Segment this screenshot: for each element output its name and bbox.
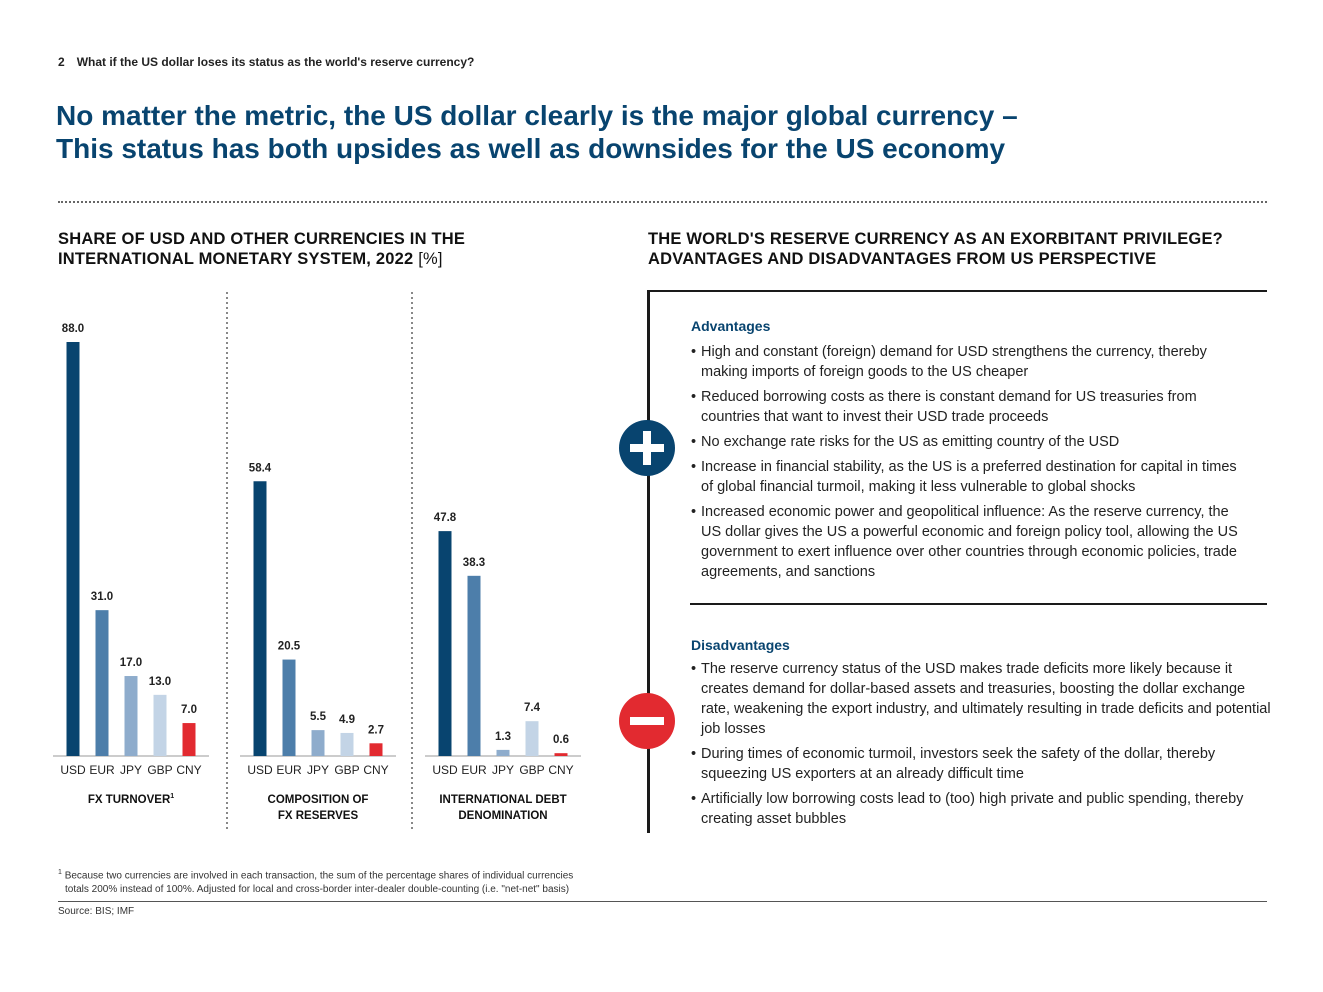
category-label: CNY (363, 763, 389, 777)
panel-middle-line (690, 603, 1267, 605)
disadvantage-item: • During times of economic turmoil, investors seek the safety of the dollar, thereby squeezing US exporters at an already difficult time (691, 744, 1271, 784)
data-label: 17.0 (119, 657, 143, 670)
advantage-item: • No exchange rate risks for the US as emitting country of the USD (691, 432, 1251, 452)
data-label: 1.3 (495, 730, 511, 743)
bar-gbp-2 (341, 733, 354, 756)
page-header (58, 55, 474, 69)
disadvantages-heading: Disadvantages (691, 637, 790, 653)
chart-title (58, 229, 465, 269)
data-label: 0.6 (553, 734, 569, 747)
group-label: DENOMINATION (458, 810, 548, 822)
document-title: What if the US dollar loses its status as the world's reserve currency? (76, 55, 475, 69)
advantage-item: • Reduced borrowing costs as there is constant demand for US treasuries from countries that want to invest their USD trade proceeds (691, 387, 1251, 427)
data-label: 31.0 (90, 591, 114, 604)
currency-share-chart (40, 280, 620, 840)
bar-jpy-3 (497, 750, 510, 756)
footnote-line-2: totals 200% instead of 100%. Adjusted for local and cross-border inter-dealer double-counting (i.e. "net-net" basis) (65, 884, 570, 896)
page-number: 2 (58, 55, 65, 69)
privilege-title-line-2: ADVANTAGES AND DISADVANTAGES FROM US PERSPECTIVE (648, 250, 1157, 268)
category-label: CNY (548, 763, 574, 777)
page-title-line-2: This status has both upsides as well as downsides for the US economy (56, 133, 1006, 164)
disadvantage-item: • The reserve currency status of the USD makes trade deficits more likely because it creates demand for dollar-based assets and treasuries, boosting the dollar exchange rate, weakening the export industry, and ultimately resulting in trade deficits and potential job losses (691, 659, 1271, 739)
data-label: 5.5 (310, 711, 326, 724)
bar-jpy-2 (312, 730, 325, 756)
category-label: EUR (276, 763, 302, 777)
advantages-list (691, 342, 1251, 587)
bar-cny-3 (555, 753, 568, 756)
advantages-heading: Advantages (691, 318, 771, 334)
chart-title-line-2: INTERNATIONAL MONETARY SYSTEM, 2022 (58, 250, 414, 268)
advantage-item: • Increased economic power and geopolitical influence: As the reserve currency, the US dollar gives the US a powerful economic and foreign policy tool, allowing the US government to exert influence over other countries through economic policies, trade agreements, and sanctions (691, 502, 1251, 582)
category-label: JPY (491, 763, 515, 777)
footnote (58, 866, 573, 897)
page-title (56, 99, 1056, 165)
source-divider (58, 901, 1267, 902)
bar-usd-2 (254, 481, 267, 756)
disadvantages-list (691, 659, 1271, 834)
data-label: 47.8 (433, 512, 457, 525)
category-label: JPY (306, 763, 330, 777)
data-label: 58.4 (248, 462, 272, 475)
privilege-title (648, 229, 1223, 269)
category-label: GBP (334, 763, 360, 777)
group-label: FX RESERVES (277, 810, 359, 822)
bar-cny-2 (370, 743, 383, 756)
source-note: Source: BIS; IMF (58, 906, 135, 917)
footnote-line-1: Because two currencies are involved in each transaction, the sum of the percentage shares of individual currencies (64, 870, 574, 882)
category-label: JPY (119, 763, 143, 777)
privilege-title-line-1: THE WORLD'S RESERVE CURRENCY AS AN EXORBITANT PRIVILEGE? (648, 230, 1223, 248)
group-label-footnote-marker: 1 (170, 793, 175, 800)
data-label: 4.9 (339, 713, 355, 726)
data-label: 7.0 (181, 704, 197, 717)
title-divider (58, 201, 1267, 203)
category-label: USD (432, 763, 458, 777)
plus-icon (619, 420, 675, 476)
bar-jpy-1 (125, 676, 138, 756)
advantage-item: • High and constant (foreign) demand for USD strengthens the currency, thereby making imports of foreign goods to the US cheaper (691, 342, 1251, 382)
panel-top-line (647, 290, 1267, 292)
minus-icon (619, 693, 675, 749)
bar-gbp-1 (154, 695, 167, 756)
advantage-item: • Increase in financial stability, as the US is a preferred destination for capital in times of global financial turmoil, making it less vulnerable to global shocks (691, 457, 1251, 497)
bar-eur-1 (96, 610, 109, 756)
page-title-line-1: No matter the metric, the US dollar clearly is the major global currency – (56, 100, 1018, 131)
disadvantage-item: • Artificially low borrowing costs lead to (too) high private and public spending, thereby creating asset bubbles (691, 789, 1271, 829)
bar-gbp-3 (526, 721, 539, 756)
panel-vertical-line (647, 290, 650, 833)
category-label: EUR (89, 763, 115, 777)
bar-eur-3 (468, 576, 481, 756)
data-label: 20.5 (277, 640, 301, 653)
category-label: GBP (519, 763, 545, 777)
chart-unit: [%] (418, 250, 443, 268)
category-label: EUR (461, 763, 487, 777)
category-label: USD (60, 763, 86, 777)
data-label: 13.0 (148, 675, 172, 688)
bar-eur-2 (283, 660, 296, 756)
chart-title-line-1: SHARE OF USD AND OTHER CURRENCIES IN THE (58, 230, 466, 248)
category-label: USD (247, 763, 273, 777)
group-label: COMPOSITION OF (267, 794, 369, 806)
data-label: 38.3 (462, 556, 486, 569)
data-label: 7.4 (524, 702, 540, 715)
bar-usd-1 (67, 342, 80, 756)
category-label: CNY (176, 763, 202, 777)
footnote-marker: 1 (58, 869, 62, 876)
data-label: 2.7 (368, 724, 384, 737)
group-label: INTERNATIONAL DEBT (439, 794, 567, 806)
bar-cny-1 (183, 723, 196, 756)
data-label: 88.0 (61, 323, 85, 335)
group-label: FX TURNOVER$^1$ (87, 793, 175, 806)
bar-usd-3 (439, 531, 452, 756)
category-label: GBP (147, 763, 173, 777)
